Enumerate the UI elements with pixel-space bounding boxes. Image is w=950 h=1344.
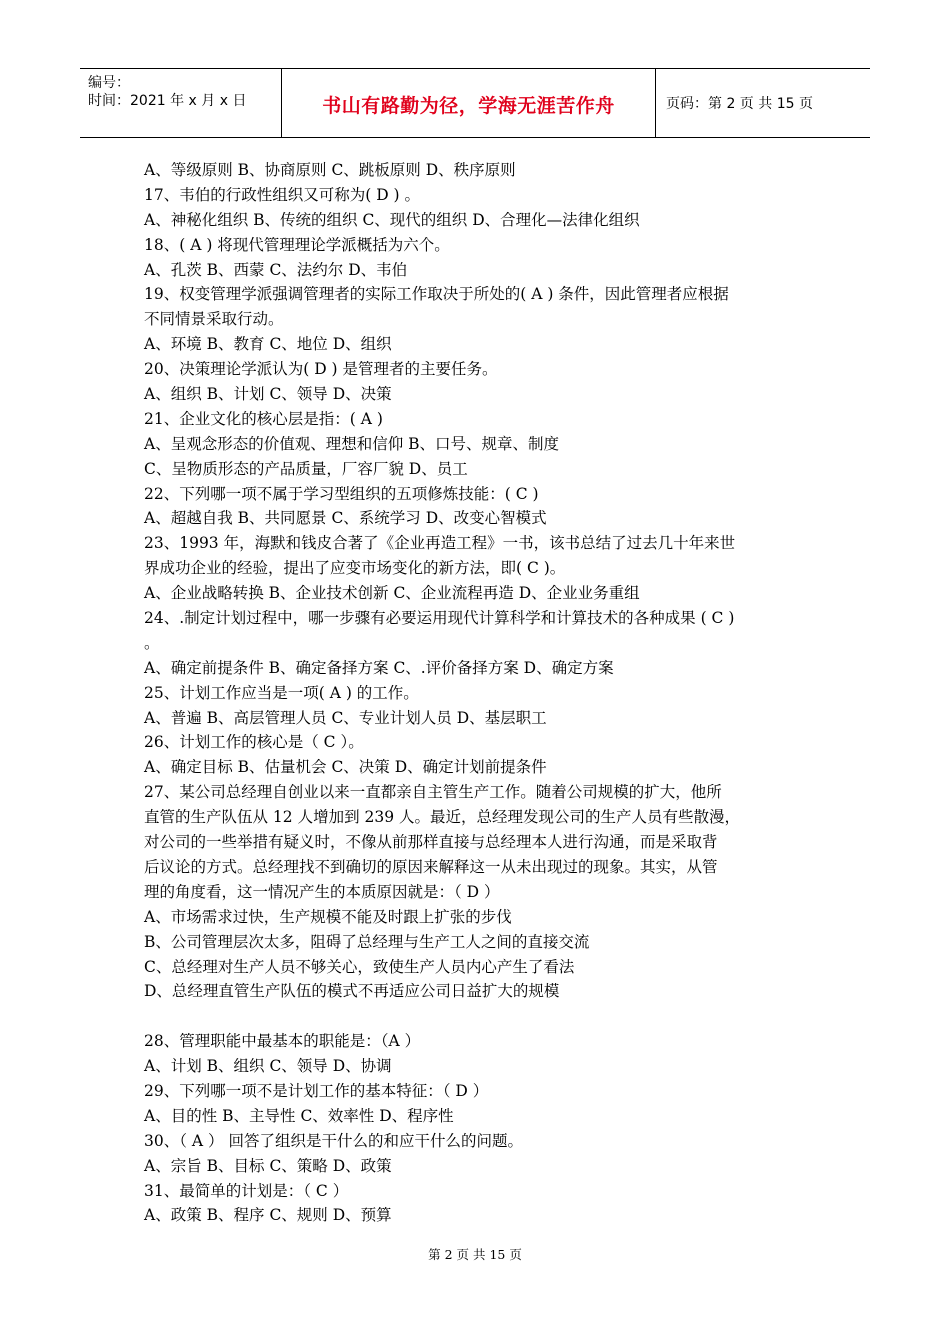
text-line: 。 bbox=[144, 633, 160, 652]
document-number-label: 编号： bbox=[88, 75, 130, 91]
text-line: A、呈观念形态的价值观、理想和信仰 B、口号、规章、制度 bbox=[144, 434, 560, 453]
text-line: A、孔茨 B、西蒙 C、法约尔 D、韦伯 bbox=[144, 260, 408, 279]
text-line: 28、管理职能中最基本的职能是：（A ） bbox=[144, 1032, 421, 1051]
header-motto-cell bbox=[282, 69, 656, 137]
text-line: 31、最简单的计划是：（ C ） bbox=[144, 1181, 349, 1200]
blank-line bbox=[144, 1004, 814, 1029]
text-line: A、普遍 B、高层管理人员 C、专业计划人员 D、基层职工 bbox=[144, 708, 547, 727]
text-line: 24、.制定计划过程中，哪一步骤有必要运用现代计算科学和计算技术的各种成果 ( C ) bbox=[144, 609, 735, 628]
page-header bbox=[80, 68, 870, 138]
text-line: 30、（ A ） 回答了组织是干什么的和应干什么的问题。 bbox=[144, 1131, 523, 1150]
text-line: A、环境 B、教育 C、地位 D、组织 bbox=[144, 335, 392, 354]
text-line: 20、决策理论学派认为( D ) 是管理者的主要任务。 bbox=[144, 360, 498, 379]
text-line: 界成功企业的经验，提出了应变市场变化的新方法，即( C )。 bbox=[144, 559, 566, 578]
text-line: 19、权变管理学派强调管理者的实际工作取决于所处的( A ) 条件，因此管理者应根据 bbox=[144, 285, 729, 304]
text-line: A、等级原则 B、协商原则 C、跳板原则 D、秩序原则 bbox=[144, 161, 516, 179]
header-motto: 书山有路勤为径，学海无涯苦作舟 bbox=[322, 95, 615, 117]
text-line: 理的角度看，这一情况产生的本质原因就是：（ D ） bbox=[144, 882, 500, 901]
text-line: 22、下列哪一项不属于学习型组织的五项修炼技能：( C ) bbox=[144, 484, 539, 503]
text-line: 21、企业文化的核心层是指：( A ) bbox=[144, 409, 383, 428]
text-line: A、市场需求过快，生产规模不能及时跟上扩张的步伐 bbox=[144, 907, 512, 926]
text-line: D、总经理直管生产队伍的模式不再适应公司日益扩大的规模 bbox=[144, 982, 560, 1001]
text-line: 18、( A ) 将现代管理理论学派概括为六个。 bbox=[144, 235, 450, 254]
text-line: A、确定前提条件 B、确定备择方案 C、.评价备择方案 D、确定方案 bbox=[144, 658, 614, 677]
text-line: A、计划 B、组织 C、领导 D、协调 bbox=[144, 1057, 392, 1076]
text-line: 对公司的一些举措有疑义时，不像从前那样直接与总经理本人进行沟通，而是采取背 bbox=[144, 833, 718, 852]
text-line: 26、计划工作的核心是（ C ）。 bbox=[144, 733, 364, 752]
question-list bbox=[144, 158, 814, 1228]
header-page-info: 页码：第 2 页 共 15 页 bbox=[666, 96, 813, 112]
text-line: B、公司管理层次太多，阻碍了总经理与生产工人之间的直接交流 bbox=[144, 932, 590, 951]
text-line: A、确定目标 B、估量机会 C、决策 D、确定计划前提条件 bbox=[144, 758, 547, 777]
header-meta-cell bbox=[80, 69, 282, 137]
text-line: 直管的生产队伍从 12 人增加到 239 人。最近，总经理发现公司的生产人员有些散漫， bbox=[144, 808, 741, 827]
text-line: A、宗旨 B、目标 C、策略 D、政策 bbox=[144, 1156, 392, 1175]
header-page-cell bbox=[656, 69, 870, 137]
text-line: A、政策 B、程序 C、规则 D、预算 bbox=[144, 1206, 392, 1225]
page-footer: 第 2 页 共 15 页 bbox=[428, 1247, 522, 1262]
text-line: C、总经理对生产人员不够关心，致使生产人员内心产生了看法 bbox=[144, 957, 575, 976]
text-line: A、超越自我 B、共同愿景 C、系统学习 D、改变心智模式 bbox=[144, 509, 547, 528]
text-line: 29、下列哪一项不是计划工作的基本特征：（ D ） bbox=[144, 1081, 489, 1100]
document-time-label: 时间：2021 年 x 月 x 日 bbox=[88, 93, 247, 109]
text-line: 17、韦伯的行政性组织又可称为( D ) 。 bbox=[144, 185, 421, 204]
text-line: A、组织 B、计划 C、领导 D、决策 bbox=[144, 385, 392, 404]
text-line: 后议论的方式。总经理找不到确切的原因来解释这一从未出现过的现象。其实，从管 bbox=[144, 857, 718, 876]
text-line: 不同情景采取行动。 bbox=[144, 310, 284, 329]
text-line: 23、1993 年，海默和钱皮合著了《企业再造工程》一书，该书总结了过去几十年来世 bbox=[144, 534, 736, 553]
text-line: 25、计划工作应当是一项( A ) 的工作。 bbox=[144, 683, 419, 702]
text-line: A、企业战略转换 B、企业技术创新 C、企业流程再造 D、企业业务重组 bbox=[144, 584, 640, 603]
text-line: A、目的性 B、主导性 C、效率性 D、程序性 bbox=[144, 1106, 454, 1125]
text-line: C、呈物质形态的产品质量，厂容厂貌 D、员工 bbox=[144, 459, 468, 478]
text-line: 27、某公司总经理自创业以来一直都亲自主管生产工作。随着公司规模的扩大，他所 bbox=[144, 783, 722, 802]
text-line: A、神秘化组织 B、传统的组织 C、现代的组织 D、合理化—法律化组织 bbox=[144, 210, 640, 229]
